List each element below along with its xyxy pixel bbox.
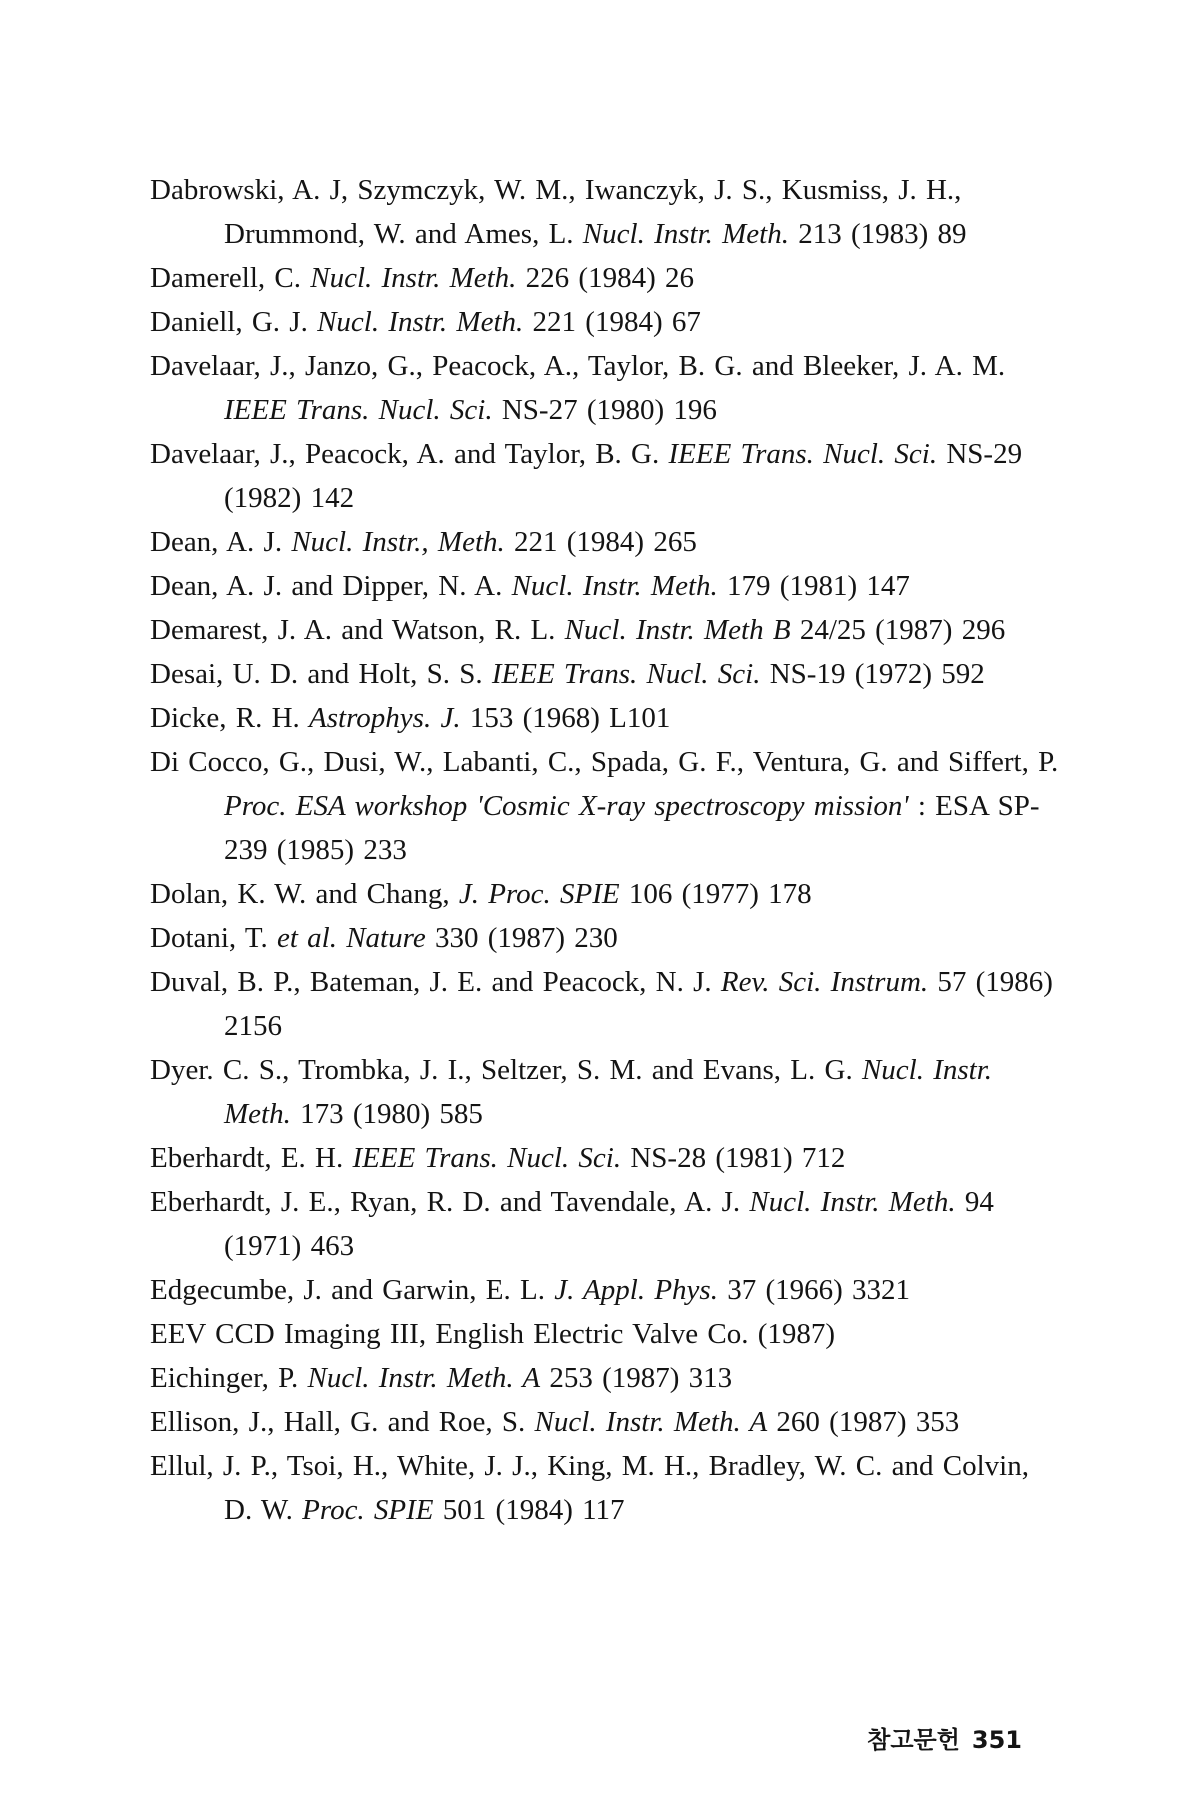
reference-journal: Nucl. Instr. Meth. <box>749 1186 956 1218</box>
reference-journal: IEEE Trans. Nucl. Sci. <box>491 658 761 690</box>
reference-journal: J. Appl. Phys. <box>554 1274 718 1306</box>
reference-entry <box>150 300 1060 344</box>
reference-text: Di Cocco, G., Dusi, W., Labanti, C., Spada, G. F., Ventura, G. and Siffert, P. <box>150 746 1059 778</box>
reference-text: Ellul, J. P., Tsoi, H., White, J. J., King, M. H., Bradley, W. C. and Colvin, D. W. <box>150 1450 1029 1526</box>
reference-text: Duval, B. P., Bateman, J. E. and Peacock, N. J. <box>150 966 721 998</box>
reference-text: Demarest, J. A. and Watson, R. L. <box>150 614 565 646</box>
reference-text: Dean, A. J. <box>150 526 292 558</box>
reference-list <box>150 168 1060 1532</box>
reference-text: 330 (1987) 230 <box>425 922 618 954</box>
reference-entry <box>150 344 1060 432</box>
reference-entry <box>150 432 1060 520</box>
reference-text: 260 (1987) 353 <box>767 1406 960 1438</box>
reference-text: Eberhardt, J. E., Ryan, R. D. and Tavendale, A. J. <box>150 1186 750 1218</box>
reference-text: 57 (1986) 2156 <box>224 966 1053 1042</box>
reference-text: 221 (1984) 265 <box>504 526 697 558</box>
reference-text: NS-29 (1982) 142 <box>224 438 1023 514</box>
reference-journal: IEEE Trans. Nucl. Sci. <box>224 394 493 426</box>
reference-text: 221 (1984) 67 <box>523 306 701 338</box>
reference-text: Dyer. C. S., Trombka, J. I., Seltzer, S. M. and Evans, L. G. <box>150 1054 862 1086</box>
reference-text: 153 (1968) L101 <box>460 702 671 734</box>
reference-text: Dabrowski, A. J, Szymczyk, W. M., Iwanczyk, J. S., Kusmiss, J. H., Drummond, W. and Ames, L. <box>150 174 962 250</box>
reference-entry <box>150 1312 1060 1356</box>
reference-entry <box>150 1136 1060 1180</box>
reference-entry <box>150 916 1060 960</box>
reference-text: 173 (1980) 585 <box>290 1098 483 1130</box>
reference-text: Damerell, C. <box>150 262 311 294</box>
footer-section-title: 참고문헌 <box>867 1726 960 1754</box>
reference-entry <box>150 696 1060 740</box>
reference-journal: IEEE Trans. Nucl. Sci. <box>668 438 938 470</box>
reference-journal: Proc. ESA workshop 'Cosmic X-ray spectroscopy mission' <box>224 790 909 822</box>
reference-entry <box>150 1400 1060 1444</box>
reference-entry <box>150 256 1060 300</box>
reference-text: Dolan, K. W. and Chang, <box>150 878 459 910</box>
reference-text: NS-19 (1972) 592 <box>760 658 985 690</box>
reference-journal: J. Proc. SPIE <box>458 878 620 910</box>
reference-text: Davelaar, J., Janzo, G., Peacock, A., Taylor, B. G. and Bleeker, J. A. M. <box>150 350 1006 382</box>
reference-text: 94 (1971) 463 <box>224 1186 994 1262</box>
reference-journal: Astrophys. J. <box>309 702 461 734</box>
reference-text: 24/25 (1987) 296 <box>790 614 1006 646</box>
reference-entry <box>150 520 1060 564</box>
reference-entry <box>150 652 1060 696</box>
reference-entry <box>150 608 1060 652</box>
reference-journal: Nucl. Instr. Meth. <box>310 262 517 294</box>
reference-text: Dicke, R. H. <box>150 702 310 734</box>
reference-journal: Proc. SPIE <box>302 1494 434 1526</box>
reference-entry <box>150 564 1060 608</box>
reference-text: Edgecumbe, J. and Garwin, E. L. <box>150 1274 555 1306</box>
reference-entry <box>150 1180 1060 1268</box>
reference-text: Daniell, G. J. <box>150 306 318 338</box>
reference-entry <box>150 168 1060 256</box>
reference-journal: Nucl. Instr. Meth. <box>224 1054 993 1130</box>
reference-text: NS-28 (1981) 712 <box>621 1142 846 1174</box>
reference-journal: Nucl. Instr. Meth. <box>511 570 718 602</box>
reference-text: 501 (1984) 117 <box>433 1494 625 1526</box>
reference-journal: Nucl. Instr., Meth. <box>291 526 505 558</box>
reference-text: : ESA SP-239 (1985) 233 <box>224 790 1040 866</box>
reference-text: 106 (1977) 178 <box>619 878 812 910</box>
reference-text: 213 (1983) 89 <box>788 218 967 250</box>
reference-text: Eberhardt, E. H. <box>150 1142 353 1174</box>
reference-journal: Nucl. Instr. Meth. A <box>534 1406 768 1438</box>
reference-journal: IEEE Trans. Nucl. Sci. <box>352 1142 622 1174</box>
page-footer <box>867 1720 1022 1755</box>
reference-text: 226 (1984) 26 <box>516 262 694 294</box>
reference-entry <box>150 1268 1060 1312</box>
reference-journal: Rev. Sci. Instrum. <box>720 966 929 998</box>
reference-text: 253 (1987) 313 <box>540 1362 733 1394</box>
reference-entry <box>150 1444 1060 1532</box>
reference-text: Dotani, T. <box>150 922 277 954</box>
reference-text: NS-27 (1980) 196 <box>492 394 717 426</box>
reference-text: Davelaar, J., Peacock, A. and Taylor, B. G. <box>150 438 669 470</box>
reference-entry <box>150 960 1060 1048</box>
reference-entry <box>150 1048 1060 1136</box>
reference-text: EEV CCD Imaging III, English Electric Valve Co. (1987) <box>150 1318 836 1350</box>
page-number: 351 <box>971 1726 1022 1754</box>
reference-text: Ellison, J., Hall, G. and Roe, S. <box>150 1406 535 1438</box>
reference-journal: Nucl. Instr. Meth B <box>564 614 791 646</box>
reference-text: Desai, U. D. and Holt, S. S. <box>150 658 492 690</box>
reference-journal: Nucl. Instr. Meth. <box>582 218 789 250</box>
reference-entry <box>150 872 1060 916</box>
reference-entry <box>150 1356 1060 1400</box>
reference-text: 179 (1981) 147 <box>717 570 910 602</box>
reference-text: 37 (1966) 3321 <box>717 1274 911 1306</box>
reference-journal: Nucl. Instr. Meth. <box>317 306 524 338</box>
reference-text: Dean, A. J. and Dipper, N. A. <box>150 570 512 602</box>
reference-journal: et al. Nature <box>276 922 426 954</box>
reference-entry <box>150 740 1060 872</box>
reference-journal: Nucl. Instr. Meth. A <box>307 1362 541 1394</box>
reference-text: Eichinger, P. <box>150 1362 308 1394</box>
